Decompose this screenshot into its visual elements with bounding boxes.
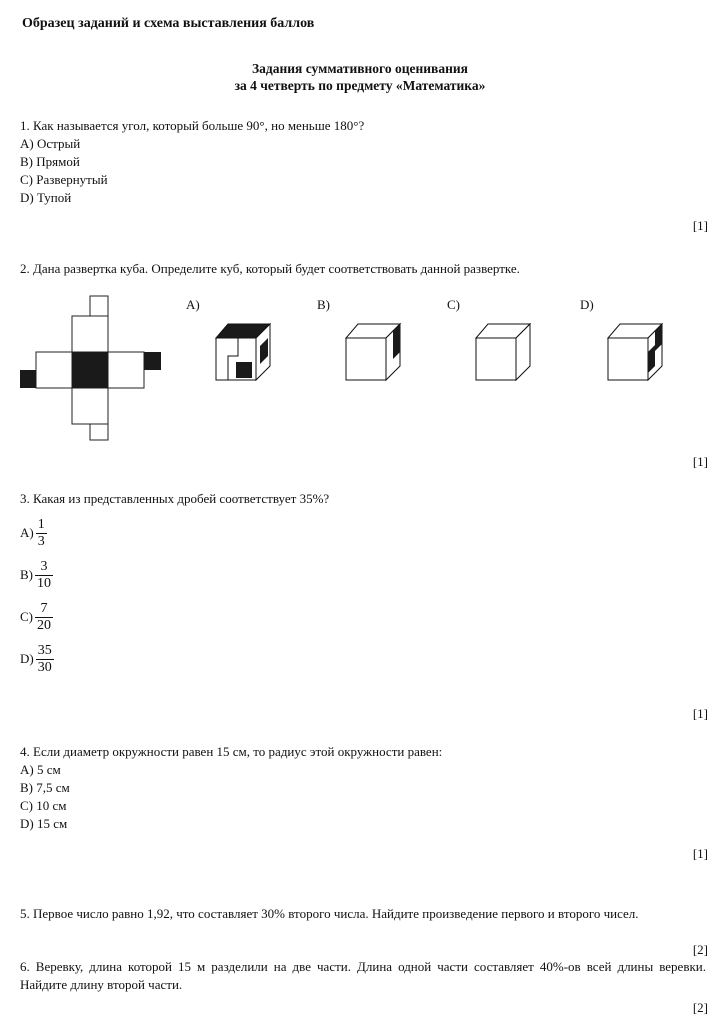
question-3-option-d (20, 638, 706, 680)
question-3-option-d-letter: D) (20, 651, 34, 666)
cube-option-b (344, 322, 408, 384)
question-3-option-c-letter: C) (20, 609, 33, 624)
fraction-b-denominator: 10 (37, 575, 51, 591)
question-1-option-a: A) Острый (20, 136, 81, 151)
fraction-d (36, 643, 54, 676)
fraction-d-denominator: 30 (37, 659, 52, 675)
cube-option-c (474, 322, 538, 384)
cube-option-d (606, 322, 670, 384)
fraction-a-denominator: 3 (37, 533, 45, 549)
question-5-score: [2] (692, 942, 708, 957)
question-3-option-a (20, 512, 706, 554)
question-3-score: [1] (692, 706, 708, 721)
question-4-option-b: B) 7,5 см (20, 780, 70, 795)
fraction-c (35, 601, 53, 634)
question-2-label-c: C) (447, 297, 460, 312)
fraction-b-numerator: 3 (40, 558, 48, 574)
question-3-option-a-letter: A) (20, 525, 34, 540)
question-5-text: 5. Первое число равно 1,92, что составляет 30% второго числа. Найдите произведение первого и второго чисел. (20, 906, 639, 921)
document-title: Образец заданий и схема выставления баллов (22, 16, 315, 31)
question-6-text: 6. Веревку, длина которой 15 м разделили на две части. Длина одной части составляет 40%-ов всей длины веревки. Найдите длину второй части. (20, 959, 706, 992)
question-1-option-d: D) Тупой (20, 190, 72, 205)
fraction-a (36, 517, 47, 550)
question-2-text: 2. Дана развертка куба. Определите куб, который будет соответствовать данной развертке. (20, 261, 520, 276)
fraction-c-numerator: 7 (40, 600, 48, 616)
question-2-label-b: B) (317, 297, 330, 312)
question-3-option-c (20, 596, 706, 638)
cube-net-figure (18, 290, 168, 442)
question-2-score: [1] (692, 454, 708, 469)
fraction-c-denominator: 20 (37, 617, 51, 633)
question-4-option-a: A) 5 см (20, 762, 61, 777)
question-4-option-d: D) 15 см (20, 816, 68, 831)
assessment-subject: за 4 четверть по предмету «Математика» (234, 78, 486, 93)
question-1 (20, 117, 706, 207)
question-3-option-b-letter: B) (20, 567, 33, 582)
question-2-label-a: A) (186, 297, 200, 312)
assessment-title: Задания суммативного оценивания (252, 61, 468, 76)
question-3-option-b (20, 554, 706, 596)
question-3-text: 3. Какая из представленных дробей соответствует 35%? (20, 491, 330, 506)
question-4-option-c: C) 10 см (20, 798, 67, 813)
question-4 (20, 743, 706, 833)
question-4-score: [1] (692, 846, 708, 861)
fraction-d-numerator: 35 (37, 642, 52, 658)
question-6-score: [2] (692, 1000, 708, 1015)
question-1-text: 1. Как называется угол, который больше 90°, но меньше 180°? (20, 118, 365, 133)
question-1-score: [1] (692, 218, 708, 233)
fraction-a-numerator: 1 (37, 516, 45, 532)
fraction-b (35, 559, 53, 592)
question-4-text: 4. Если диаметр окружности равен 15 см, то радиус этой окружности равен: (20, 744, 443, 759)
question-2-label-d: D) (580, 297, 594, 312)
question-1-option-b: B) Прямой (20, 154, 80, 169)
question-1-option-c: C) Развернутый (20, 172, 108, 187)
cube-option-a (214, 322, 278, 384)
question-3 (20, 490, 706, 680)
